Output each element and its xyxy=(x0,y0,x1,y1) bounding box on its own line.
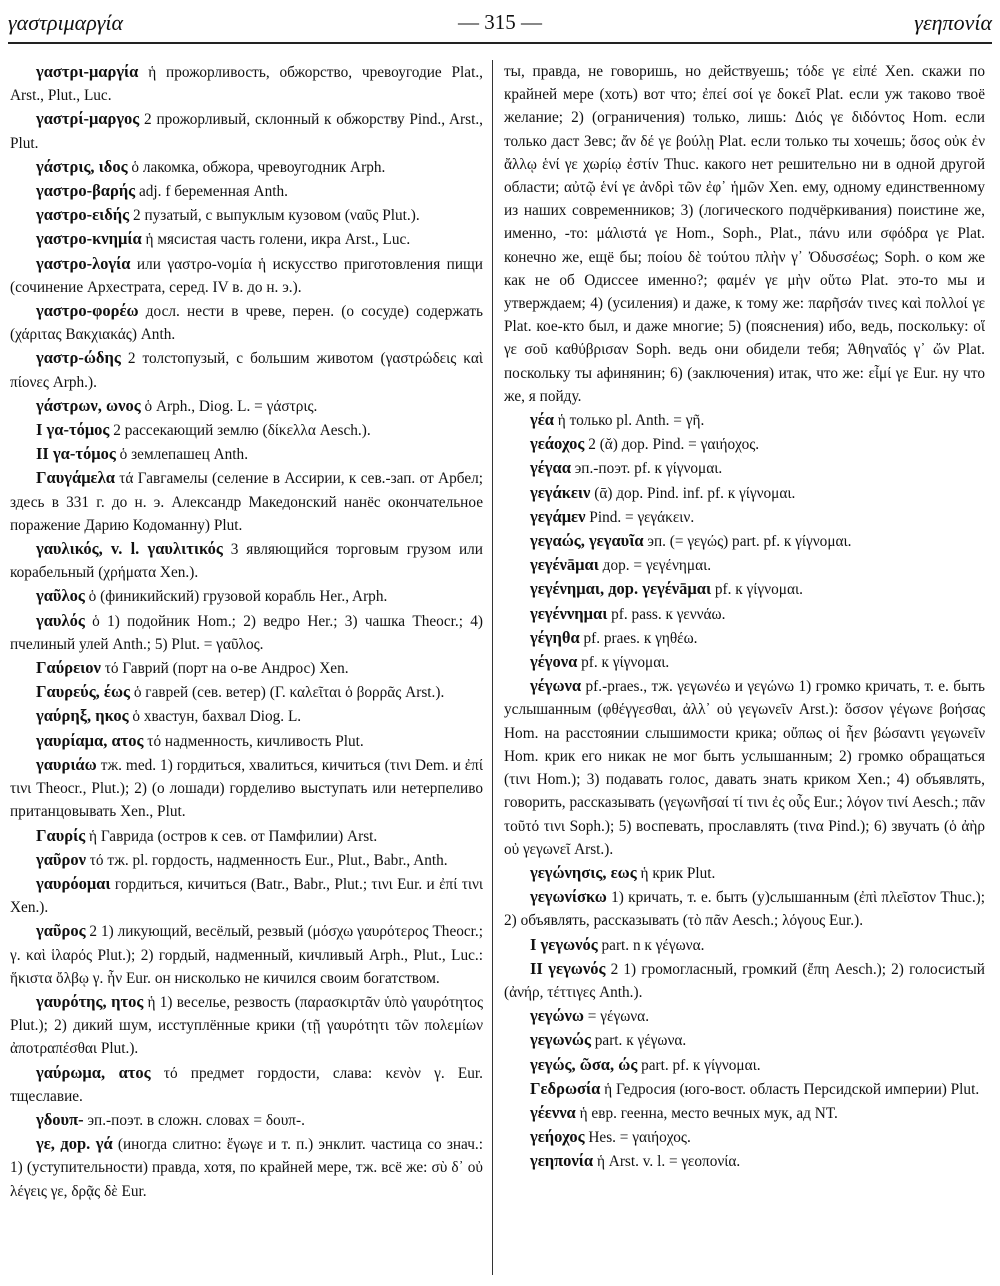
dictionary-entry xyxy=(10,418,483,442)
dictionary-entry xyxy=(10,537,483,584)
dictionary-entry xyxy=(504,674,985,861)
dictionary-entry xyxy=(504,1101,985,1125)
headword: γεγώνησις, εως xyxy=(530,862,637,882)
headword: γαυλός xyxy=(36,610,85,630)
headword: γαστρι-μαργία xyxy=(36,62,139,81)
dictionary-entry xyxy=(10,704,483,728)
definition: ἡ Гедросия (юго-вост. область Персидской империи) Plut. xyxy=(600,1080,980,1098)
headword: γαστρο-φορέω xyxy=(36,301,139,321)
dictionary-entry xyxy=(504,861,985,885)
definition: = γέγωνα. xyxy=(583,1008,650,1026)
headword: γεγέννημαι xyxy=(530,603,608,623)
definition: (иногда слитно: ἔγωγε и т. п.) энклит. частица со знач.: 1) (уступительности) правда, хотя, по крайней мере, тж. всё же: σὺ δ᾽ οὐ λέγεις γε, δρᾷς δὲ Eur. xyxy=(10,1136,483,1200)
dictionary-entry xyxy=(10,466,483,537)
dictionary-entry xyxy=(10,729,483,753)
dictionary-entry xyxy=(504,1149,985,1173)
dictionary-entry xyxy=(10,1061,483,1108)
definition: эп. (= γεγώς) part. pf. к γίγνομαι. xyxy=(643,533,852,551)
dictionary-entry xyxy=(504,529,985,553)
definition: ὁ землепашец Anth. xyxy=(115,446,249,464)
headword: γεγένāμαι xyxy=(530,555,599,575)
definition: 3 являющийся торговым грузом или корабельный (χρήματα Xen.). xyxy=(10,541,483,582)
headword: γαυρίαμα, ατος xyxy=(36,730,144,750)
definition: 2 (ᾰ) дор. Pind. = γαιήοχος. xyxy=(584,436,760,454)
headword: γαστρ-ώδης xyxy=(36,348,121,368)
definition: 2 1) громогласный, громкий (ἔπη Aesch.); 2) голосистый (ἀνήρ, τέττιγες Anth.). xyxy=(504,960,985,1001)
dictionary-entry xyxy=(504,456,985,480)
definition: pf.-praes., тж. γεγωνέω и γεγώνω 1) громко кричать, т. е. быть услышанным (φθέγγεσθαι, ἀλλ᾽ οὐ γεγωνεῖν Arst.): ὅσσον γέγωνε βοήσας Hom. на расстоянии слышимости крика; οὔπως οἱ ἦεν βώσαντι γεγωνεῖν Hom. крик его никак не мог быть услышанным; 2) громко обращаться (τινι Hom.); 3) подавать голос, давать знать криком Xen.; 4) объявлять, говорить, рассказывать (γεγωνῆσαί τί τινι ἐς οὖς Eur.; λόγον τινί Aesch.; πᾶν τοῦτό τινι Soph.); 5) воспевать, прославлять (τινα Pind.); 6) звучать (ὁ ἀὴρ οὐ γεγωνεῖ Arst.). xyxy=(504,678,985,858)
dictionary-entry xyxy=(10,107,483,154)
headword: γδουπ- xyxy=(36,1109,84,1129)
headword: γέεννα xyxy=(530,1102,576,1122)
definition: эп.-поэт. в сложн. словах = δουπ-. xyxy=(83,1111,305,1129)
headword: Γαυγάμελα xyxy=(36,468,115,488)
running-head-left: γαστριμαργία xyxy=(8,10,124,35)
definition: тж. med. 1) гордиться, хвалиться, кичиться (τινι Dem. и ἐπί τινι Theocr., Plut.); 2) (о лошади) горделиво выступать или нетерпеливо пританцовывать Xen., Plut. xyxy=(10,756,483,821)
definition: τό Гаврий (порт на о-ве Андрос) Xen. xyxy=(100,660,349,678)
headword: γέγονα xyxy=(530,652,578,672)
definition: τό надменность, кичливость Plut. xyxy=(143,732,364,750)
dictionary-entry xyxy=(10,824,483,848)
dictionary-entry xyxy=(504,505,985,529)
headword: I γα-τόμος xyxy=(36,420,110,440)
running-head-right: γεηπονία xyxy=(914,10,992,35)
definition: ὁ хвастун, бахвал Diog. L. xyxy=(128,708,302,726)
dictionary-entry xyxy=(504,602,985,626)
dictionary-entry xyxy=(10,656,483,680)
definition: 2 пузатый, с выпуклым кузовом (ναῦς Plut.). xyxy=(129,207,420,225)
definition: ἡ евр. геенна, место вечных мук, ад NT. xyxy=(575,1104,838,1122)
headword: γέγηθα xyxy=(530,627,580,647)
definition: гордиться, кичиться (Batr., Babr., Plut.; τινι Eur. и ἐπί τινι Xen.). xyxy=(10,875,483,917)
dictionary-entry xyxy=(10,252,483,299)
dictionary-entry xyxy=(504,1004,985,1028)
definition: ὁ Arph., Diog. L. = γάστρις. xyxy=(140,397,318,415)
dictionary-entry xyxy=(504,1028,985,1052)
dictionary-entry xyxy=(504,577,985,601)
headword: γεγάμεν xyxy=(530,506,586,526)
dictionary-entry xyxy=(504,1125,985,1149)
dictionary-entry xyxy=(504,408,985,432)
definition: ὁ лакомка, обжора, чревоугодник Arph. xyxy=(127,158,386,176)
headword: γαστρο-κνημία xyxy=(36,229,142,249)
dictionary-entry xyxy=(504,553,985,577)
headword: γεηπονία xyxy=(530,1151,594,1171)
definition: part. n к γέγωνα. xyxy=(597,936,705,954)
headword: γεγένημαι, дор. γεγένāμαι xyxy=(530,579,712,599)
dictionary-entry xyxy=(504,481,985,505)
definition: pf. pass. к γεννάω. xyxy=(607,605,726,623)
dictionary-entry xyxy=(504,650,985,674)
definition: τά Гавгамелы (селение в Ассирии, к сев.-зап. от Арбел; здесь в 331 г. до н. э. Александр Македонский нанёс окончательное поражение Дарию Кодоманну) Plut. xyxy=(10,470,483,534)
headword: γεγωνώς xyxy=(530,1030,591,1050)
headword: γαστρο-λογία xyxy=(36,253,131,273)
dictionary-entry xyxy=(10,60,483,107)
dictionary-entry xyxy=(10,227,483,251)
definition: ἡ мясистая часть голени, икра Arst., Luc. xyxy=(141,231,411,249)
headword: γάστρις, ιδος xyxy=(36,156,128,176)
headword: γέγωνα xyxy=(530,676,582,696)
left-column xyxy=(10,60,483,1203)
definition: (ᾱ) дор. Pind. inf. pf. к γίγνομαι. xyxy=(590,484,796,502)
headword: γεάοχος xyxy=(530,434,585,454)
headword: γαυρόομαι xyxy=(36,873,111,893)
definition: τό предмет гордости, слава: κενὸν γ. Eur. тщеславие. xyxy=(10,1064,483,1105)
dictionary-entry xyxy=(10,753,483,824)
headword: γαυρότης, ητος xyxy=(36,991,144,1011)
headword: γεήοχος xyxy=(530,1127,585,1147)
dictionary-entry xyxy=(10,442,483,466)
definition: ἡ крик Plut. xyxy=(636,864,716,882)
dictionary-entry xyxy=(10,203,483,227)
dictionary-entry xyxy=(504,957,985,1004)
dictionary-entry xyxy=(10,680,483,704)
dictionary-entry xyxy=(10,848,483,872)
definition: Pind. = γεγάκειν. xyxy=(585,508,695,526)
dictionary-entry xyxy=(10,155,483,179)
definition: 2 рассекающий землю (δίκελλα Aesch.). xyxy=(109,422,371,440)
definition: эп.-поэт. pf. к γίγνομαι. xyxy=(570,460,723,478)
dictionary-entry xyxy=(10,1108,483,1132)
headword: II γεγωνός xyxy=(530,958,606,978)
headword: Γαυρίς xyxy=(36,825,86,845)
headword: γέα xyxy=(530,410,554,430)
definition: part. pf. к γίγνομαι. xyxy=(637,1056,761,1074)
headword: γε, дор. γά xyxy=(36,1134,113,1154)
headword: γαῦρον xyxy=(36,849,86,869)
definition: ὁ (финикийский) грузовой корабль Her., Arph. xyxy=(84,588,388,606)
dictionary-entry xyxy=(10,346,483,393)
dictionary-entry xyxy=(504,626,985,650)
definition: Hes. = γαιήοχος. xyxy=(584,1129,691,1147)
headword: γεγαώς, γεγαυῖα xyxy=(530,531,644,551)
dictionary-entry xyxy=(10,394,483,418)
dictionary-entry xyxy=(10,1132,483,1203)
dictionary-entry xyxy=(10,609,483,656)
definition: 2 прожорливый, склонный к обжорству Pind., Arst., Plut. xyxy=(10,111,483,152)
dictionary-entry xyxy=(10,872,483,919)
definition: part. к γέγωνα. xyxy=(590,1032,687,1050)
definition: или γαστρο-νομία ἡ искусство приготовления пищи (сочинение Архестрата, серед. IV в. до н. э.). xyxy=(10,255,483,296)
dictionary-entry xyxy=(504,432,985,456)
definition: τό тж. pl. гордость, надменность Eur., Plut., Babr., Anth. xyxy=(85,851,448,869)
dictionary-entry xyxy=(10,584,483,608)
headword: γεγώς, ῶσα, ώς xyxy=(530,1054,638,1074)
definition: дор. = γεγένημαι. xyxy=(598,557,712,575)
definition: 1) кричать, т. е. быть (у)слышанным (ἐπὶ πλεῖστον Thuc.); 2) объявлять, рассказывать (τὸ πᾶν Aesch.; λόγους Eur.). xyxy=(504,889,985,930)
headword: Γαυρεύς, έως xyxy=(36,682,130,702)
headword: γαυλικός, v. l. γαυλιτικός xyxy=(36,539,223,559)
headword: Γαύρειον xyxy=(36,658,101,678)
header-rule xyxy=(8,42,992,44)
definition: ἡ Arst. v. l. = γεοπονία. xyxy=(593,1153,741,1171)
definition: pf. к γίγνομαι. xyxy=(577,654,670,672)
right-column xyxy=(504,60,985,1174)
definition: 2 1) ликующий, весёлый, резвый (μόσχω γαυρότερος Theocr.; γ. καὶ ἱλαρός Plut.); 2) гордый, надменный, кичливый Arph., Plut., Luc.: ἥκιστα ὄλβῳ γ. ἦν Eur. он нисколько не кичился своим богатством. xyxy=(10,923,483,987)
headword: γαστρο-ειδής xyxy=(36,205,130,225)
definition: pf. praes. к γηθέω. xyxy=(579,629,698,647)
dictionary-entry xyxy=(504,885,985,932)
headword: γαύρηξ, ηκος xyxy=(36,706,129,726)
column-separator xyxy=(492,60,493,1275)
headword: Γεδρωσία xyxy=(530,1078,601,1098)
headword: γεγώνω xyxy=(530,1006,584,1026)
continued-entry-text: ты, правда, не говоришь, но действуешь; τόδε γε εἰπέ Xen. скажи по крайней мере (хоть) вот что; ἐπεί σοί γε δοκεῖ Plat. если уж таково твоё желание; 2) (ограничения) только, лишь: Διός γε διδόντος Hom. если только даст Зевс; ἄν δέ γε βούλῃ Plat. если только ты хочешь; ὅσος οὐκ ἐν ἄλλῳ ἑνί γε χωρίῳ ἐστίν Thuc. какого нет решительно ни в одной другой области; αὐτῷ ἑνί γε ἀνδρὶ τῶν ἐφ᾽ ἡμῶν Xen. ему, одному единственному из наших современников; 3) (логического подчёркивания) поистине же, именно, -то: μάλιστά γε Hom., Soph., Plat., πάνυ или σφόδρα γε Plat. конечно же, ещё бы; ποίου δὲ τούτου πλὴν γ᾽ Ὀδυσσέως; Soph. о ком же как не об Одиссее именно?; φαμέν γε μὴν οὕτω Plat. это-то мы и утверждаем; 4) (усиления) и даже, к тому же: παρῆσάν τινες καὶ πολλοί γε Plat. кое-кто был, и даже многие; 5) (пояснения) ибо, ведь, поскольку: οἵ γε σοῦ καθύβρισαν Soph. ведь они обидели тебя; Ἀθηναῖός γ᾽ ὤν Plat. поскольку ты афинянин; 6) (заключения) итак, что же: εἶμί γε Eur. ну что же, я пойду. xyxy=(504,63,985,405)
definition: ὁ 1) подойник Hom.; 2) ведро Her.; 3) чашка Theocr.; 4) пчелиный улей Anth.; 5) Plut. = γαῦλος. xyxy=(10,612,483,653)
headword: γαῦλος xyxy=(36,586,85,606)
headword: γαστρί-μαργος xyxy=(36,109,140,129)
definition: ἡ Гаврида (остров к сев. от Памфилии) Arst. xyxy=(85,827,378,845)
headword: γαύρωμα, ατος xyxy=(36,1062,151,1082)
dictionary-entry xyxy=(10,990,483,1061)
page-number: — 315 — xyxy=(458,10,542,34)
headword: II γα-τόμος xyxy=(36,444,116,464)
definition: pf. к γίγνομαι. xyxy=(711,581,803,599)
headword: γαῦρος xyxy=(36,921,86,941)
headword: γαστρο-βαρής xyxy=(36,181,136,201)
headword: γεγωνίσκω xyxy=(530,887,607,907)
headword: γάστρων, ωνος xyxy=(36,395,141,415)
headword: γαυριάω xyxy=(36,754,97,774)
dictionary-entry xyxy=(504,933,985,957)
dictionary-entry xyxy=(10,919,483,990)
definition: 2 толстопузый, с большим животом (γαστρώδεις καὶ πίονες Arph.). xyxy=(10,350,483,391)
headword: γεγάκειν xyxy=(530,482,591,502)
definition: adj. f беременная Anth. xyxy=(135,183,288,201)
dictionary-entry xyxy=(504,1053,985,1077)
dictionary-entry xyxy=(504,1077,985,1101)
headword: I γεγωνός xyxy=(530,934,598,954)
definition: ὁ гаврей (сев. ветер) (Γ. καλεῖται ὁ βορρᾶς Arst.). xyxy=(130,684,445,702)
headword: γέγαα xyxy=(530,458,571,478)
definition: ἡ только pl. Anth. = γῆ. xyxy=(553,412,705,430)
definition: ἡ 1) веселье, резвость (παρασκιρτᾶν ὑπὸ γαυρότητος Plut.); 2) дикий шум, исступлённые крики (τῇ γαυρότητι τῶν πολεμίων ἀποτραπέσθαι Plut.). xyxy=(10,993,483,1058)
dictionary-entry xyxy=(10,299,483,346)
dictionary-entry xyxy=(10,179,483,203)
page-header xyxy=(8,10,992,38)
definition: досл. нести в чреве, перен. (о сосуде) содержать (χάριτας Βακχιακάς) Anth. xyxy=(10,303,483,344)
definition: ἡ прожорливость, обжорство, чревоугодие Plat., Arst., Plut., Luc. xyxy=(10,64,483,105)
